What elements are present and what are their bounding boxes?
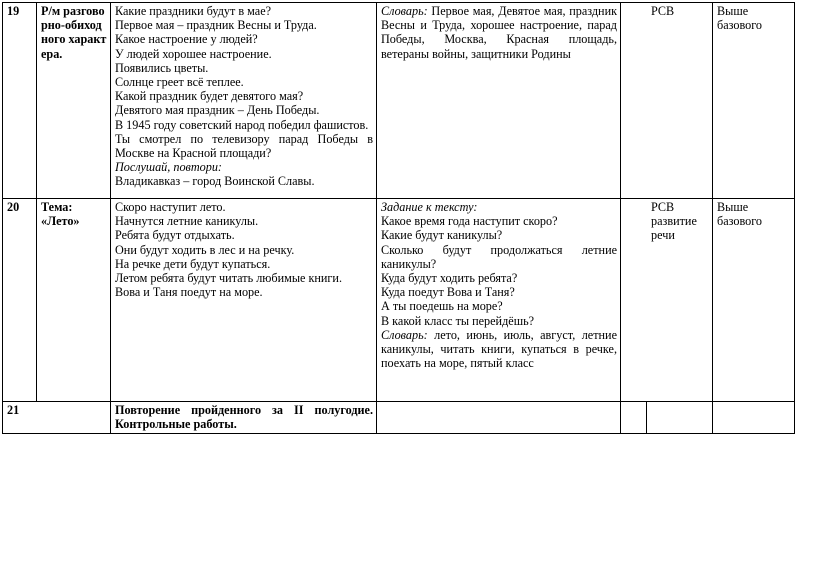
lesson-topic-text: Тема: «Лето» (41, 200, 80, 229)
task-cell (377, 199, 621, 402)
lesson-plan-table (2, 2, 795, 434)
lesson-type (621, 199, 713, 402)
content-line: Какие праздники будут в мае? (115, 4, 272, 18)
task-line: Какое время года наступит скоро? (381, 214, 558, 229)
lesson-type-text: РСВ развитие речи (651, 200, 697, 243)
review-text: Повторение пройденного за II полугодие. Контрольные работы. (115, 403, 373, 432)
content-line: Какой праздник будет девятого мая? (115, 89, 304, 104)
lesson-topic (37, 3, 111, 199)
content-line: Скоро наступит лето. (115, 200, 226, 214)
task-line: А ты поедешь на море? (381, 299, 503, 314)
content-line: Вова и Таня поедут на море. (115, 285, 263, 300)
table-row (3, 402, 795, 434)
vocabulary-text: лето, июнь, июль, август, летние каникулы, читать книги, купаться в речке, поехать на море, пятый класс (381, 327, 617, 371)
table-row (3, 3, 795, 199)
lesson-topic-text: Р/м разговорно-обиходного характера. (41, 4, 107, 61)
lesson-type-text: РСВ (651, 4, 675, 18)
content-line: Первое мая – праздник Весны и Труда. (115, 18, 317, 33)
lesson-content (111, 199, 377, 402)
content-line: В 1945 году советский народ победил фашистов. (115, 117, 369, 132)
table-row (3, 199, 795, 402)
content-line: Они будут ходить в лес и на речку. (115, 242, 295, 257)
empty-cell (647, 402, 713, 434)
vocabulary-label: Словарь: (381, 4, 428, 18)
content-line: Ребята будут отдыхать. (115, 228, 235, 243)
content-line: Ты смотрел по телевизору парад Победы в Москве на Красной площади? (115, 131, 373, 161)
content-line: Девятого мая праздник – День Победы. (115, 103, 320, 118)
vocabulary-cell (377, 3, 621, 199)
empty-cell (377, 402, 621, 434)
empty-cell (621, 402, 647, 434)
lesson-content (111, 3, 377, 199)
lesson-topic (37, 199, 111, 402)
content-line: Владикавказ – город Воинской Славы. (115, 174, 315, 189)
content-line: Летом ребята будут читать любимые книги. (115, 271, 342, 286)
lesson-number (3, 199, 37, 402)
lesson-level-text: Выше базового (717, 200, 763, 229)
content-line: У людей хорошее настроение. (115, 46, 272, 61)
task-line: Куда будут ходить ребята? (381, 271, 518, 286)
lesson-level-text: Выше базового (717, 4, 763, 33)
empty-cell (713, 402, 795, 434)
content-line: Появились цветы. (115, 60, 209, 75)
lesson-level (713, 199, 795, 402)
content-instruction: Послушай, повтори: (115, 160, 222, 175)
content-line: Какое настроение у людей? (115, 32, 258, 47)
lesson-content (111, 402, 377, 434)
content-line: Начнутся летние каникулы. (115, 214, 259, 229)
lesson-number-text: 19 (7, 4, 20, 18)
lesson-number (3, 3, 37, 199)
lesson-number-text: 20 (7, 200, 20, 214)
content-line: Солнце греет всё теплее. (115, 75, 244, 90)
task-line: Сколько будут продолжаться летние каникулы? (381, 242, 617, 271)
lesson-type (621, 3, 713, 199)
lesson-number-text: 21 (7, 403, 20, 417)
lesson-number (3, 402, 111, 434)
content-line: На речке дети будут купаться. (115, 256, 271, 271)
task-line: В какой класс ты перейдёшь? (381, 313, 535, 328)
task-label: Задание к тексту: (381, 200, 478, 214)
vocabulary-label: Словарь: (381, 327, 428, 342)
task-line: Какие будут каникулы? (381, 228, 503, 243)
lesson-level (713, 3, 795, 199)
task-line: Куда поедут Вова и Таня? (381, 285, 515, 300)
vocabulary-text: Первое мая, Девятое мая, праздник Весны и Труда, хорошее настроение, парад Победы, Москва, Красная площадь, ветераны войны, защитники Родины (381, 4, 618, 61)
